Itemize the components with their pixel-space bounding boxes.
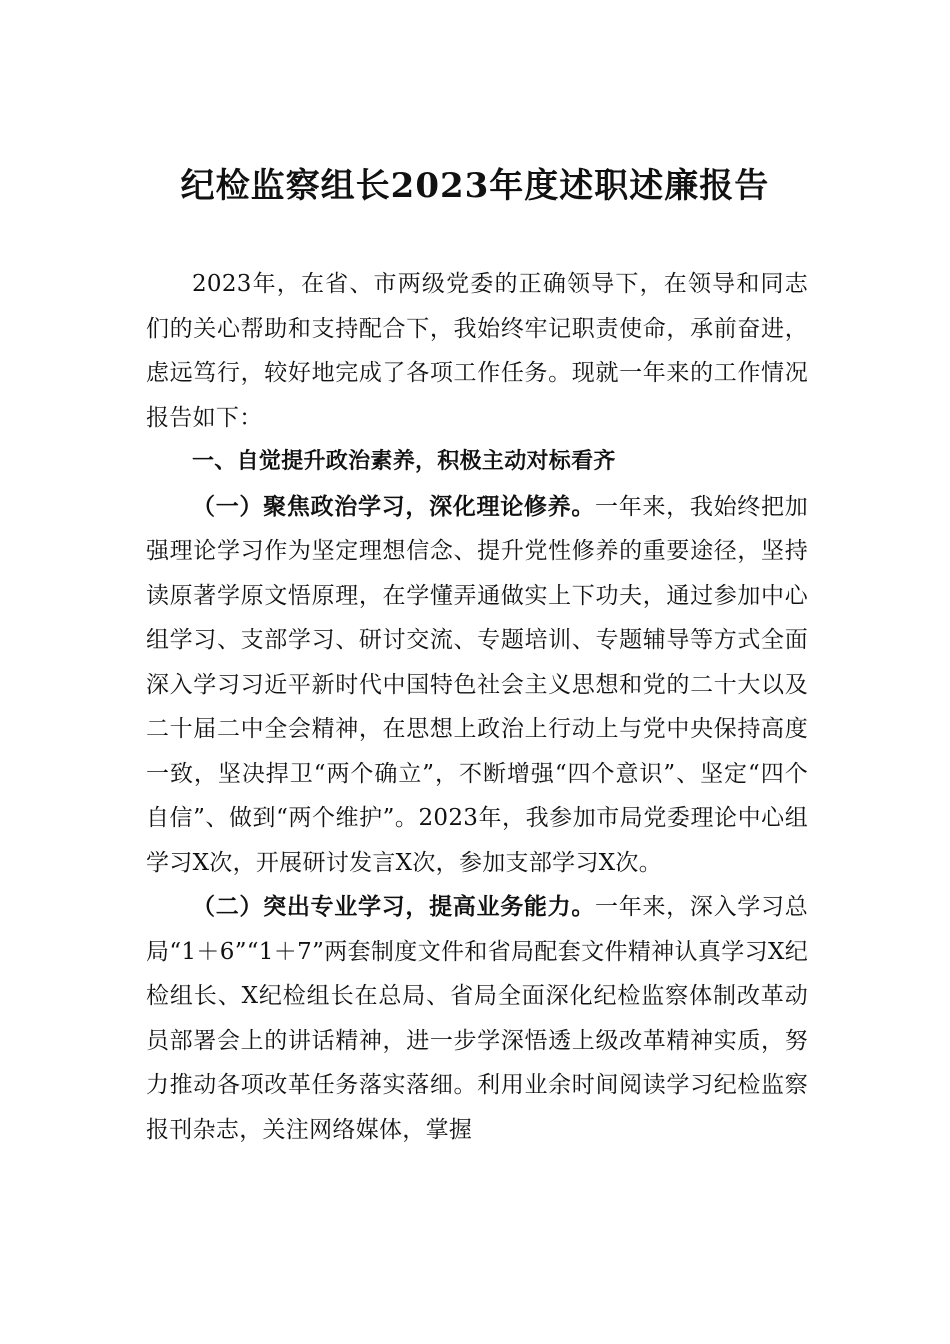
subsection-paragraph-1: [146, 485, 808, 886]
section-heading-1: 一、自觉提升政治素养，积极主动对标看齐: [192, 449, 616, 474]
subsection-paragraph-2: [146, 885, 808, 1152]
subsection-lead-1: （一）聚焦政治学习，深化理论修养。: [192, 492, 596, 520]
subsection-text-1: 一年来，我始终把加强理论学习作为坚定理想信念、提升党性修养的重要途径，坚持读原著学原文悟原理，在学懂弄通做实上下功夫，通过参加中心组学习、支部学习、研讨交流、专题培训、专题辅导等方式全面深入学习习近平新时代中国特色社会主义思想和党的二十大以及二十届二中全会精神，在思想上政治上行动上与党中央保持高度一致，坚决捍卫“两个确立”，不断增强“四个意识”、坚定“四个自信”、做到“两个维护”。2023年，我参加市局党委理论中心组学习X次，开展研讨发言X次，参加支部学习X次。: [146, 493, 808, 876]
subsection-lead-2: （二）突出专业学习，提高业务能力。: [192, 893, 596, 920]
document-title: 纪检监察组长2023年度述职述廉报告: [180, 166, 770, 206]
subsection-text-2: 一年来，深入学习总局“1＋6”“1＋7”两套制度文件和省局配套文件精神认真学习X纪检组长、X纪检组长在总局、省局全面深化纪检监察体制改革动员部署会上的讲话精神，进一步学深悟透上级改革精神实质，努力推动各项改革任务落实落细。利用业余时间阅读学习纪检监察报刊杂志，关注网络媒体，掌握: [146, 894, 808, 1143]
intro-paragraph: 2023年，在省、市两级党委的正确领导下，在领导和同志们的关心帮助和支持配合下，我始终牢记职责使命，承前奋进，虑远笃行，较好地完成了各项工作任务。现就一年来的工作情况报告如下：: [146, 271, 808, 431]
document-body: [146, 262, 808, 1152]
